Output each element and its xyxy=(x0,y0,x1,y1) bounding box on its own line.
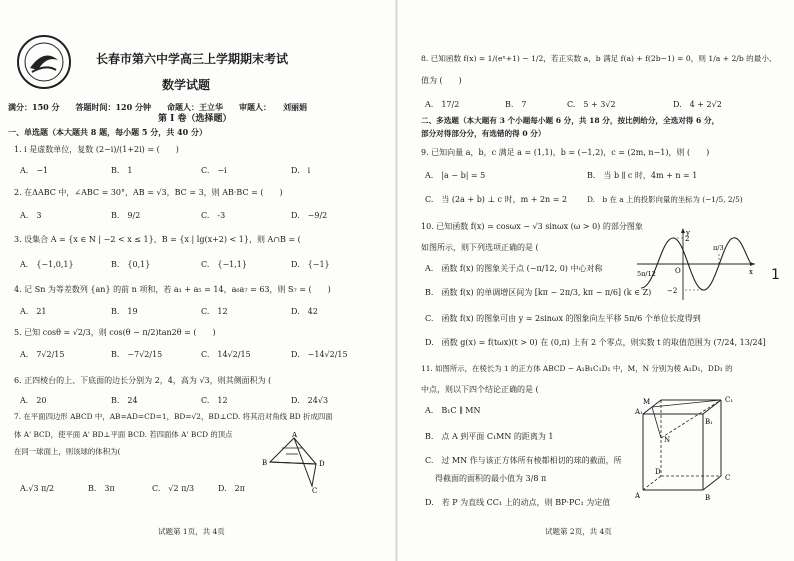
question-3: 3. 设集合 A = {x ∈ N | −2 < x ≤ 1}，B = {x | lg(x+2) < 1}，则 A∩B = ( xyxy=(14,235,301,244)
question-8-line-2: 值为 ( ) xyxy=(421,76,462,85)
figure-10-cosine-graph xyxy=(633,226,759,302)
q7-option-b: B. 3π xyxy=(88,484,115,493)
question-7-line-2: 体 A' BCD，使平面 A' BD⊥平面 BCD. 若四面体 A' BCD 的顶点 xyxy=(14,430,233,439)
q11-option-c: C. 过 MN 作与该正方体所有棱都相切的球的截面，所 xyxy=(425,456,622,465)
q8-option-c: C. 5 + 3√2 xyxy=(567,100,616,109)
q8-option-d: D. 4 + 2√2 xyxy=(673,100,722,109)
side-page-mark: 1 xyxy=(771,267,780,283)
q4-option-c: C. 12 xyxy=(201,307,228,316)
q6-option-c: C. 12 xyxy=(201,396,228,405)
section-multi-heading-2: 部分对得部分分，有选错的得 0 分） xyxy=(421,129,546,138)
volume-heading: 第 I 卷（选择题） xyxy=(158,114,232,124)
q1-option-d: D. i xyxy=(291,166,311,175)
cube-label-d: D xyxy=(655,468,661,476)
question-6: 6. 正四棱台的上、下底面的边长分别为 2，4，高为 √3，则其侧面积为 ( xyxy=(14,376,272,385)
q11-option-a: A. B₁C ∥ MN xyxy=(425,406,481,415)
school-seal-logo xyxy=(16,34,72,90)
q5-option-c: C. 14√2/15 xyxy=(201,350,251,359)
question-7-line-3: 在同一球面上，则该球的体积为( xyxy=(14,447,121,456)
q5-option-d: D. −14√2/15 xyxy=(291,350,348,359)
question-7-line-1: 7. 在平面四边形 ABCD 中，AB=AD=CD=1，BD=√2，BD⊥CD. 将其沿对角线 BD 折成四面 xyxy=(14,412,333,421)
page-two xyxy=(397,0,794,561)
exam-info: 满分：150 分 答题时间：120 分钟 命题人：王立华 审题人： 刘丽娟 xyxy=(8,102,307,112)
question-2: 2. 在ΔABC 中，∠ABC = 30°，AB = √3，BC = 3，则 AB·BC = ( ) xyxy=(14,188,283,197)
question-8: 8. 已知函数 f(x) = 1/(eˣ+1) − 1/2，若正实数 a，b 满足 f(a) + f(2b−1) = 0，则 1/a + 2/b 的最小、 xyxy=(421,54,777,63)
fig7-label-b: B xyxy=(262,459,268,467)
cube-label-n: N xyxy=(664,436,671,444)
cube-label-b: B xyxy=(705,494,711,502)
q1-option-c: C. −i xyxy=(201,166,227,175)
cube-label-m: M xyxy=(643,398,651,406)
question-5: 5. 已知 cosθ = √2/3，则 cos(θ − π/2)tan2θ = ( ) xyxy=(14,328,216,337)
q1-option-b: B. 1 xyxy=(111,166,133,175)
q6-option-a: A. 20 xyxy=(20,396,47,405)
question-11-line-2: 中点，则以下四个结论正确的是 ( xyxy=(421,385,539,394)
question-10: 10. 已知函数 f(x) = cosωx − √3 sinωx (ω > 0) 的部分图象 xyxy=(421,222,643,231)
cube-label-a: A xyxy=(635,492,641,500)
q11-option-c-continued: 得截面的面积的最小值为 3/8 π xyxy=(435,474,547,483)
exam-title: 长春市第六中学高三上学期期末考试 xyxy=(96,52,289,66)
fig10-origin-label: O xyxy=(675,267,681,275)
fig10-top-label: 2 xyxy=(685,235,690,243)
fig7-label-c: C xyxy=(312,487,318,494)
q2-option-a: A. 3 xyxy=(20,211,42,220)
q9-option-a: A. |a − b| = 5 xyxy=(425,171,486,180)
q6-option-d: D. 24√3 xyxy=(291,396,329,405)
q9-option-d: D. b 在 a 上的投影向量的坐标为 (−1/5, 2/5) xyxy=(587,195,743,204)
cube-label-c1: C₁ xyxy=(725,396,734,404)
q5-option-b: B. −7√2/15 xyxy=(111,350,163,359)
section-single-heading: 一、单选题（本大题共 8 题，每小题 5 分，共 40 分） xyxy=(8,127,207,137)
q10-option-a: A. 函数 f(x) 的图象关于点 (−π/12, 0) 中心对称 xyxy=(425,264,603,273)
q3-option-a: A. {−1,0,1} xyxy=(20,260,74,269)
q4-option-b: B. 19 xyxy=(111,307,138,316)
fig10-y-label: y xyxy=(686,229,690,237)
exam-subtitle: 数学试题 xyxy=(162,78,211,92)
q8-option-a: A. 17/2 xyxy=(425,100,460,109)
q1-option-a: A. −1 xyxy=(20,166,49,175)
section-multi-heading: 二、多选题（本大题有 3 个小题每小题 6 分，共 18 分，按比例给分，全选对得 6 分， xyxy=(421,116,720,125)
q9-option-b: B. 当 b ∥ c 时，4m + n = 1 xyxy=(587,171,698,180)
footer-left: 试题第 1页，共 4页 xyxy=(158,527,225,536)
q11-option-d: D. 若 P 为直线 CC₁ 上的动点，则 BP·PC₁ 为定值 xyxy=(425,498,611,507)
q9-option-c: C. 当 (2a + b) ⊥ c 时，m + 2n = 2 xyxy=(425,195,568,204)
q4-option-d: D. 42 xyxy=(291,307,318,316)
cube-label-b1: B₁ xyxy=(705,418,713,426)
q8-option-b: B. 7 xyxy=(505,100,527,109)
fig7-label-d: D xyxy=(319,460,325,468)
q3-option-b: B. {0,1} xyxy=(111,260,151,269)
q3-option-c: C. {−1,1} xyxy=(201,260,247,269)
q7-option-a: A.√3 π/2 xyxy=(20,484,55,493)
q7-option-d: D. 2π xyxy=(218,484,246,493)
q7-option-c: C. √2 π/3 xyxy=(152,484,195,493)
q11-option-b: B. 点 A 到平面 C₁MN 的距离为 1 xyxy=(425,432,554,441)
fig7-label-a: A xyxy=(292,432,298,439)
question-4: 4. 记 Sn 为等差数列 {an} 的前 n 项和，若 a₁ + a₅ = 14，a₆a₇ = 63，则 S₇ = ( ) xyxy=(14,285,331,294)
q2-option-c: C. -3 xyxy=(201,211,226,220)
q10-option-d: D. 函数 g(x) = f(tωx)(t > 0) 在 (0,π) 上有 2 个零点，则实数 t 的取值范围为 (7/24, 13/24] xyxy=(425,338,766,347)
figure-11-cube xyxy=(635,392,747,502)
q6-option-b: B. 24 xyxy=(111,396,138,405)
cube-label-a1: A₁ xyxy=(635,408,643,416)
q5-option-a: A. 7√2/15 xyxy=(20,350,65,359)
question-11: 11. 如图所示，在棱长为 1 的正方体 ABCD − A₁B₁C₁D₁ 中，M，N 分别为棱 A₁D₁，DD₁ 的 xyxy=(421,364,733,373)
q4-option-a: A. 21 xyxy=(20,307,47,316)
q3-option-d: D. {−1} xyxy=(291,260,330,269)
figure-7-quadrilateral xyxy=(262,432,332,494)
q10-option-b: B. 函数 f(x) 的单调增区间为 [kπ − 2π/3, kπ − π/6] (k ∈ Z) xyxy=(425,288,652,297)
q2-option-b: B. 9/2 xyxy=(111,211,141,220)
fig10-right-tick: π/3 xyxy=(713,244,724,252)
fig10-left-tick: 5π/12 xyxy=(637,270,656,278)
q10-option-c: C. 函数 f(x) 的图象可由 y = 2sinωx 的图象向左平移 5π/6 个单位长度得到 xyxy=(425,314,701,323)
footer-right: 试题第 2页，共 4页 xyxy=(545,527,612,536)
fig10-bottom-label: −2 xyxy=(667,287,678,295)
question-10-line-2: 如图所示，则下列选项正确的是 ( xyxy=(421,243,539,252)
q2-option-d: D. −9/2 xyxy=(291,211,328,220)
question-1: 1. i 是虚数单位，复数 (2−i)/(1+2i) = ( ) xyxy=(14,145,179,154)
question-9: 9. 已知向量 a，b，c 满足 a = (1,1)，b = (−1,2)，c = (2m, n−1)，则 ( ) xyxy=(421,148,710,157)
cube-label-c: C xyxy=(725,474,731,482)
fig10-x-label: x xyxy=(749,268,753,276)
